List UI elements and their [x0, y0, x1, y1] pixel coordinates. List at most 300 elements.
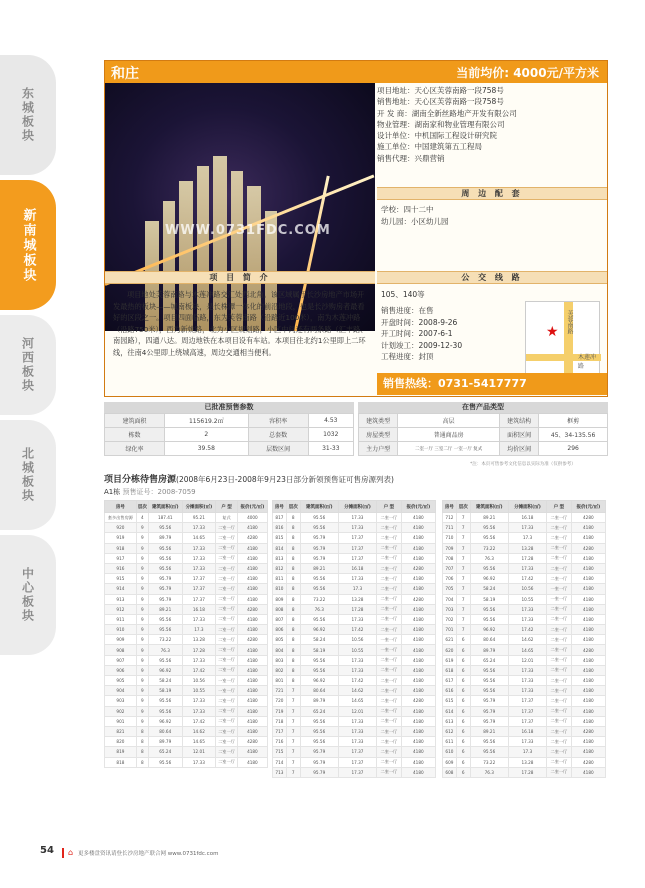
- table-cell: 4180: [571, 574, 605, 584]
- table-cell: 95.56: [470, 665, 508, 675]
- table-cell: 14.62: [338, 686, 376, 696]
- col-header: 户 型: [547, 501, 572, 513]
- table-cell: 4180: [237, 726, 267, 736]
- table-cell: 819: [105, 747, 137, 757]
- table-cell: 9: [136, 625, 148, 635]
- table-row: [443, 716, 606, 726]
- table-cell: 二室一厅: [216, 645, 238, 655]
- table-row: [105, 696, 268, 706]
- info-address: 项目地址：天心区芙蓉南路一段758号: [377, 86, 504, 95]
- table-row: [443, 655, 606, 665]
- table-row: [443, 767, 606, 777]
- table-cell: 96.92: [470, 574, 508, 584]
- table-cell: 4180: [237, 716, 267, 726]
- table-cell: 二室一厅: [216, 523, 238, 533]
- table-cell: 8: [286, 553, 300, 563]
- table-cell: 95.56: [300, 665, 338, 675]
- table-cell: 95.56: [148, 523, 182, 533]
- table-row: [273, 513, 436, 523]
- table-cell: 17.33: [182, 523, 216, 533]
- table-cell: 二室一厅: [216, 543, 238, 553]
- table-cell: 4180: [401, 625, 435, 635]
- table-cell: 615: [443, 696, 457, 706]
- table-cell: 914: [105, 584, 137, 594]
- table-row: [105, 737, 268, 747]
- tab-zhongxin[interactable]: [0, 535, 56, 655]
- table-row: [273, 543, 436, 553]
- table-cell: 7: [456, 523, 470, 533]
- tab-xinnancheng[interactable]: [0, 180, 56, 310]
- table-cell: 95.56: [148, 543, 182, 553]
- table-cell: 16.18: [182, 604, 216, 614]
- table-cell: 4280: [571, 513, 605, 523]
- units-table-3: [442, 500, 606, 778]
- table-cell: 二室一厅: [216, 625, 238, 635]
- table-cell: 4180: [237, 574, 267, 584]
- location-star-icon: ★: [546, 324, 559, 340]
- table-cell: 17.33: [338, 665, 376, 675]
- table-cell: 17.37: [338, 767, 376, 777]
- table-cell: 14.65: [182, 737, 216, 747]
- table-cell: 17.33: [338, 655, 376, 665]
- table-row: [105, 513, 268, 523]
- table-cell: 二室一厅: [377, 594, 402, 604]
- table-row: [105, 563, 268, 573]
- units-title-sub: (2008年6月23日-2008年9月23日部分新领预售证可售房源列表): [176, 475, 394, 484]
- table-cell: 65.24: [300, 706, 338, 716]
- table-cell: 8: [286, 563, 300, 573]
- table-cell: 95.56: [300, 737, 338, 747]
- table-cell: 6: [456, 767, 470, 777]
- table-cell: 620: [443, 645, 457, 655]
- table-cell: 4280: [401, 594, 435, 604]
- table-cell: 7: [286, 716, 300, 726]
- table-cell: 10.56: [508, 584, 546, 594]
- table-cell: 4180: [237, 655, 267, 665]
- table-cell: 4180: [237, 594, 267, 604]
- table-cell: 4280: [237, 604, 267, 614]
- table-cell: 808: [273, 604, 287, 614]
- table-cell: 4180: [401, 726, 435, 736]
- table-row: [105, 574, 268, 584]
- table-cell: 9: [136, 533, 148, 543]
- table-cell: 712: [443, 513, 457, 523]
- tab-label: 新南城板块: [20, 207, 36, 283]
- table-cell: 89.79: [470, 645, 508, 655]
- table-cell: 二室一厅: [547, 574, 572, 584]
- table-cell: 二室一厅: [377, 543, 402, 553]
- table-cell: 二室一厅: [216, 533, 238, 543]
- table-cell: 一室一厅: [377, 645, 402, 655]
- table-cell: 二室一厅: [377, 625, 402, 635]
- house-logo-icon: ⌂: [68, 848, 74, 857]
- table-cell: 二室一厅: [547, 686, 572, 696]
- table-cell: 17.42: [338, 676, 376, 686]
- location-map: [525, 301, 600, 376]
- cell: 296: [539, 442, 608, 456]
- table-cell: 14.65: [508, 645, 546, 655]
- table-cell: 17.33: [338, 574, 376, 584]
- table-cell: 二室一厅: [377, 706, 402, 716]
- tab-label: 中心板块: [20, 567, 35, 623]
- table-cell: 4180: [237, 665, 267, 675]
- table-cell: 4180: [237, 543, 267, 553]
- table-cell: 9: [136, 696, 148, 706]
- table-cell: 816: [273, 523, 287, 533]
- table-cell: 4180: [571, 523, 605, 533]
- table-cell: 16.18: [338, 563, 376, 573]
- map-road-vertical: 芙蓉南路: [566, 310, 573, 334]
- table-row: [443, 584, 606, 594]
- table-cell: 10.56: [338, 635, 376, 645]
- table-cell: 619: [443, 655, 457, 665]
- table-cell: 6: [456, 645, 470, 655]
- table-cell: 7: [286, 747, 300, 757]
- table-cell: 89.21: [470, 513, 508, 523]
- table-cell: 二室一厅: [377, 523, 402, 533]
- table-cell: 二室一厅: [547, 563, 572, 573]
- table-row: [273, 747, 436, 757]
- table-cell: 二室一厅: [547, 614, 572, 624]
- table-cell: 814: [273, 543, 287, 553]
- table-cell: 二室一厅: [377, 533, 402, 543]
- table-cell: 9: [136, 676, 148, 686]
- table-row: [443, 757, 606, 767]
- units-title-main: 项目分栋待售房源: [104, 475, 177, 485]
- table-cell: 一室一厅: [547, 594, 572, 604]
- table-cell: 706: [443, 574, 457, 584]
- table-row: [273, 523, 436, 533]
- sales-progress: 销售进度：在售: [381, 306, 434, 315]
- table-cell: 704: [443, 594, 457, 604]
- table-cell: 6: [456, 716, 470, 726]
- table-cell: 915: [105, 574, 137, 584]
- table-row: [443, 553, 606, 563]
- table-cell: 912: [105, 604, 137, 614]
- cell: 2: [165, 428, 249, 442]
- table-row: [105, 614, 268, 624]
- table-cell: 9: [136, 563, 148, 573]
- table-cell: 10.55: [508, 594, 546, 604]
- info-designer: 设计单位：中机国际工程设计研究院: [377, 131, 497, 141]
- sales-hotline: 销售热线：0731-5417777: [377, 373, 607, 395]
- table-cell: 6: [456, 696, 470, 706]
- table-cell: 76.3: [470, 767, 508, 777]
- table-cell: 17.33: [182, 706, 216, 716]
- table-cell: 89.79: [300, 696, 338, 706]
- presale-table: [104, 402, 354, 458]
- table-cell: 89.21: [300, 563, 338, 573]
- table-cell: 811: [273, 574, 287, 584]
- table-cell: 二室一厅: [547, 676, 572, 686]
- table-cell: 96.92: [300, 625, 338, 635]
- table-cell: 17.42: [338, 625, 376, 635]
- table-cell: 17.33: [182, 563, 216, 573]
- table-cell: 95.56: [148, 696, 182, 706]
- table-cell: 4000: [237, 513, 267, 523]
- table-cell: 7: [456, 584, 470, 594]
- table-cell: 4180: [571, 665, 605, 675]
- table-cell: 4280: [401, 696, 435, 706]
- table-cell: 二室一厅: [547, 553, 572, 563]
- table-cell: 916: [105, 563, 137, 573]
- table-cell: 二室一厅: [377, 604, 402, 614]
- table-cell: 二室一厅: [547, 625, 572, 635]
- table-cell: 76.3: [300, 604, 338, 614]
- units-table-2: [272, 500, 436, 778]
- table-cell: 7: [286, 696, 300, 706]
- table-cell: 4180: [571, 767, 605, 777]
- table-cell: 9: [136, 584, 148, 594]
- table-cell: 7: [456, 563, 470, 573]
- table-cell: 17.42: [182, 665, 216, 675]
- table-row: [105, 676, 268, 686]
- col-header: 户 型: [216, 501, 238, 513]
- table-cell: 8: [286, 645, 300, 655]
- table-cell: 709: [443, 543, 457, 553]
- table-cell: 6: [456, 665, 470, 675]
- table-cell: 812: [273, 563, 287, 573]
- table-cell: 7: [286, 706, 300, 716]
- table-cell: 7: [456, 553, 470, 563]
- table-cell: 二室一厅: [216, 706, 238, 716]
- table-row: [273, 614, 436, 624]
- cell: 普通商品房: [398, 428, 500, 442]
- table-cell: 95.56: [470, 523, 508, 533]
- table-cell: 4180: [401, 757, 435, 767]
- table-cell: 17.37: [338, 543, 376, 553]
- table-cell: 14.62: [182, 726, 216, 736]
- table-cell: 801: [273, 676, 287, 686]
- table-cell: 17.3: [338, 584, 376, 594]
- table-cell: 618: [443, 665, 457, 675]
- table-row: [443, 665, 606, 675]
- table-row: [105, 533, 268, 543]
- table-cell: 二室一厅: [377, 676, 402, 686]
- table-cell: 4280: [571, 726, 605, 736]
- table-cell: 二室一厅: [216, 655, 238, 665]
- table-cell: 95.56: [300, 655, 338, 665]
- table-cell: 8: [286, 614, 300, 624]
- table-cell: 4180: [571, 737, 605, 747]
- table-cell: 4280: [571, 757, 605, 767]
- table-cell: 14.65: [182, 533, 216, 543]
- table-cell: 7: [456, 604, 470, 614]
- table-cell: 一室一厅: [216, 676, 238, 686]
- table-cell: 4180: [401, 614, 435, 624]
- table-cell: 9: [136, 655, 148, 665]
- table-cell: 95.79: [148, 594, 182, 604]
- project-card: [104, 60, 608, 397]
- table-cell: 二室一厅: [377, 696, 402, 706]
- table-cell: 4180: [571, 563, 605, 573]
- cell: 建筑面积: [105, 414, 165, 428]
- table-cell: 14.62: [508, 635, 546, 645]
- table-cell: 806: [273, 625, 287, 635]
- table-cell: 89.21: [470, 726, 508, 736]
- table-cell: 7: [456, 513, 470, 523]
- table-row: [105, 543, 268, 553]
- table-cell: 8: [136, 737, 148, 747]
- col-header: 分摊面积(㎡): [182, 501, 216, 513]
- table-cell: 4180: [571, 614, 605, 624]
- col-header: 建筑面积(㎡): [300, 501, 338, 513]
- info-agent: 销售代理：兴鼎营销: [377, 153, 445, 163]
- table-cell: 17.37: [508, 716, 546, 726]
- table-cell: 4180: [401, 706, 435, 716]
- table-cell: 95.79: [148, 584, 182, 594]
- col-header: 报价(元/㎡): [571, 501, 605, 513]
- table-cell: 918: [105, 543, 137, 553]
- table-cell: 9: [136, 716, 148, 726]
- table-cell: 4180: [401, 635, 435, 645]
- table-row: [273, 726, 436, 736]
- tab-hexi[interactable]: [0, 315, 56, 415]
- table-cell: 8: [286, 594, 300, 604]
- table-row: [105, 635, 268, 645]
- table-cell: 7: [456, 533, 470, 543]
- table-cell: 14.65: [338, 696, 376, 706]
- table-cell: 617: [443, 676, 457, 686]
- table-cell: 13.28: [508, 757, 546, 767]
- around-school: 学校：四十二中: [381, 205, 434, 214]
- table-row: [273, 574, 436, 584]
- table-row: [443, 696, 606, 706]
- cell: 高层: [398, 414, 500, 428]
- table-cell: 二室一厅: [547, 747, 572, 757]
- table-cell: 8: [286, 676, 300, 686]
- tab-beicheng[interactable]: [0, 420, 56, 530]
- table-cell: 二室一厅: [547, 665, 572, 675]
- table-cell: 二室一厅: [547, 645, 572, 655]
- table-cell: 17.33: [508, 665, 546, 675]
- table-cell: 58.19: [300, 645, 338, 655]
- table-cell: 4180: [237, 523, 267, 533]
- table-cell: 4180: [571, 553, 605, 563]
- table-cell: 6: [456, 635, 470, 645]
- table-cell: 9: [136, 574, 148, 584]
- col-header: 建筑面积(㎡): [470, 501, 508, 513]
- table-cell: 96.92: [300, 676, 338, 686]
- table-cell: 4180: [237, 696, 267, 706]
- table-cell: 二室一厅: [377, 614, 402, 624]
- table-row: [443, 543, 606, 553]
- cell: 115619.2㎡: [165, 414, 249, 428]
- table-cell: 65.24: [470, 655, 508, 665]
- table-cell: 4180: [571, 747, 605, 757]
- cell: 容积率: [248, 414, 308, 428]
- bus-title: 公 交 线 路: [377, 271, 607, 284]
- table-cell: 910: [105, 625, 137, 635]
- table-cell: 17.37: [338, 533, 376, 543]
- table-cell: 4180: [401, 604, 435, 614]
- table-cell: 一室一厅: [377, 635, 402, 645]
- table-cell: 二室一厅: [216, 594, 238, 604]
- table-cell: 二室一厅: [547, 635, 572, 645]
- info-builder: 施工单位：中国建筑第五工程局: [377, 142, 482, 152]
- table-row: [273, 635, 436, 645]
- table-cell: 8: [286, 584, 300, 594]
- table-cell: 4180: [401, 767, 435, 777]
- table-cell: 4180: [401, 513, 435, 523]
- table-cell: 905: [105, 676, 137, 686]
- table-cell: 4180: [401, 737, 435, 747]
- table-cell: 901: [105, 716, 137, 726]
- table-cell: 7: [286, 757, 300, 767]
- table-cell: 701: [443, 625, 457, 635]
- tab-label: 北城板块: [20, 447, 35, 503]
- table-row: [273, 553, 436, 563]
- table-cell: 17.42: [508, 625, 546, 635]
- table-row: [273, 767, 436, 777]
- table-cell: 4280: [237, 737, 267, 747]
- table-cell: 二室一厅: [377, 584, 402, 594]
- table-cell: 58.24: [148, 676, 182, 686]
- table-cell: 95.79: [300, 767, 338, 777]
- table-cell: 17.33: [182, 757, 216, 767]
- table-cell: 10.55: [182, 686, 216, 696]
- table-cell: 8: [286, 574, 300, 584]
- table-cell: 4180: [571, 706, 605, 716]
- project-price: 当前均价: 4000元/平方米: [456, 66, 599, 80]
- table-cell: 803: [273, 655, 287, 665]
- table-cell: 17.33: [508, 686, 546, 696]
- table-row: [443, 574, 606, 584]
- table-row: [105, 747, 268, 757]
- map-road-horizontal: 木莲冲路: [578, 354, 597, 370]
- tab-dongcheng[interactable]: [0, 55, 56, 175]
- table-cell: 80.64: [148, 726, 182, 736]
- table-cell: 17.28: [182, 645, 216, 655]
- table-row: [443, 635, 606, 645]
- product-table: [358, 402, 608, 458]
- table-cell: 4180: [237, 706, 267, 716]
- table-cell: 708: [443, 553, 457, 563]
- table-cell: 二室一厅: [547, 706, 572, 716]
- table-row: [443, 676, 606, 686]
- table-cell: 4280: [571, 543, 605, 553]
- table-cell: 4180: [401, 523, 435, 533]
- table-cell: 95.79: [148, 574, 182, 584]
- table-cell: 13.28: [338, 594, 376, 604]
- sales-status: [381, 305, 462, 363]
- table-cell: 17.37: [338, 757, 376, 767]
- cell: 建筑结构: [500, 414, 539, 428]
- table-cell: 73.22: [148, 635, 182, 645]
- table-cell: 二室一厅: [547, 767, 572, 777]
- table-row: [443, 726, 606, 736]
- table-cell: 621: [443, 635, 457, 645]
- table-cell: 16.18: [508, 726, 546, 736]
- table-cell: 二室一厅: [377, 686, 402, 696]
- table-cell: 13.28: [508, 543, 546, 553]
- table-cell: 95.21: [182, 513, 216, 523]
- table-row: [105, 594, 268, 604]
- table-cell: 二室一厅: [216, 553, 238, 563]
- table-cell: 7: [456, 574, 470, 584]
- table-cell: 96.92: [470, 625, 508, 635]
- table-cell: 80.64: [470, 635, 508, 645]
- table-row: [273, 706, 436, 716]
- table-cell: 17.33: [338, 737, 376, 747]
- table-cell: 8: [136, 747, 148, 757]
- table-cell: 4180: [237, 645, 267, 655]
- table-cell: 17.33: [338, 726, 376, 736]
- license-no: 预售证号：2008-7059: [122, 488, 196, 496]
- table-cell: 919: [105, 533, 137, 543]
- table-cell: 95.56: [470, 563, 508, 573]
- table-row: [273, 665, 436, 675]
